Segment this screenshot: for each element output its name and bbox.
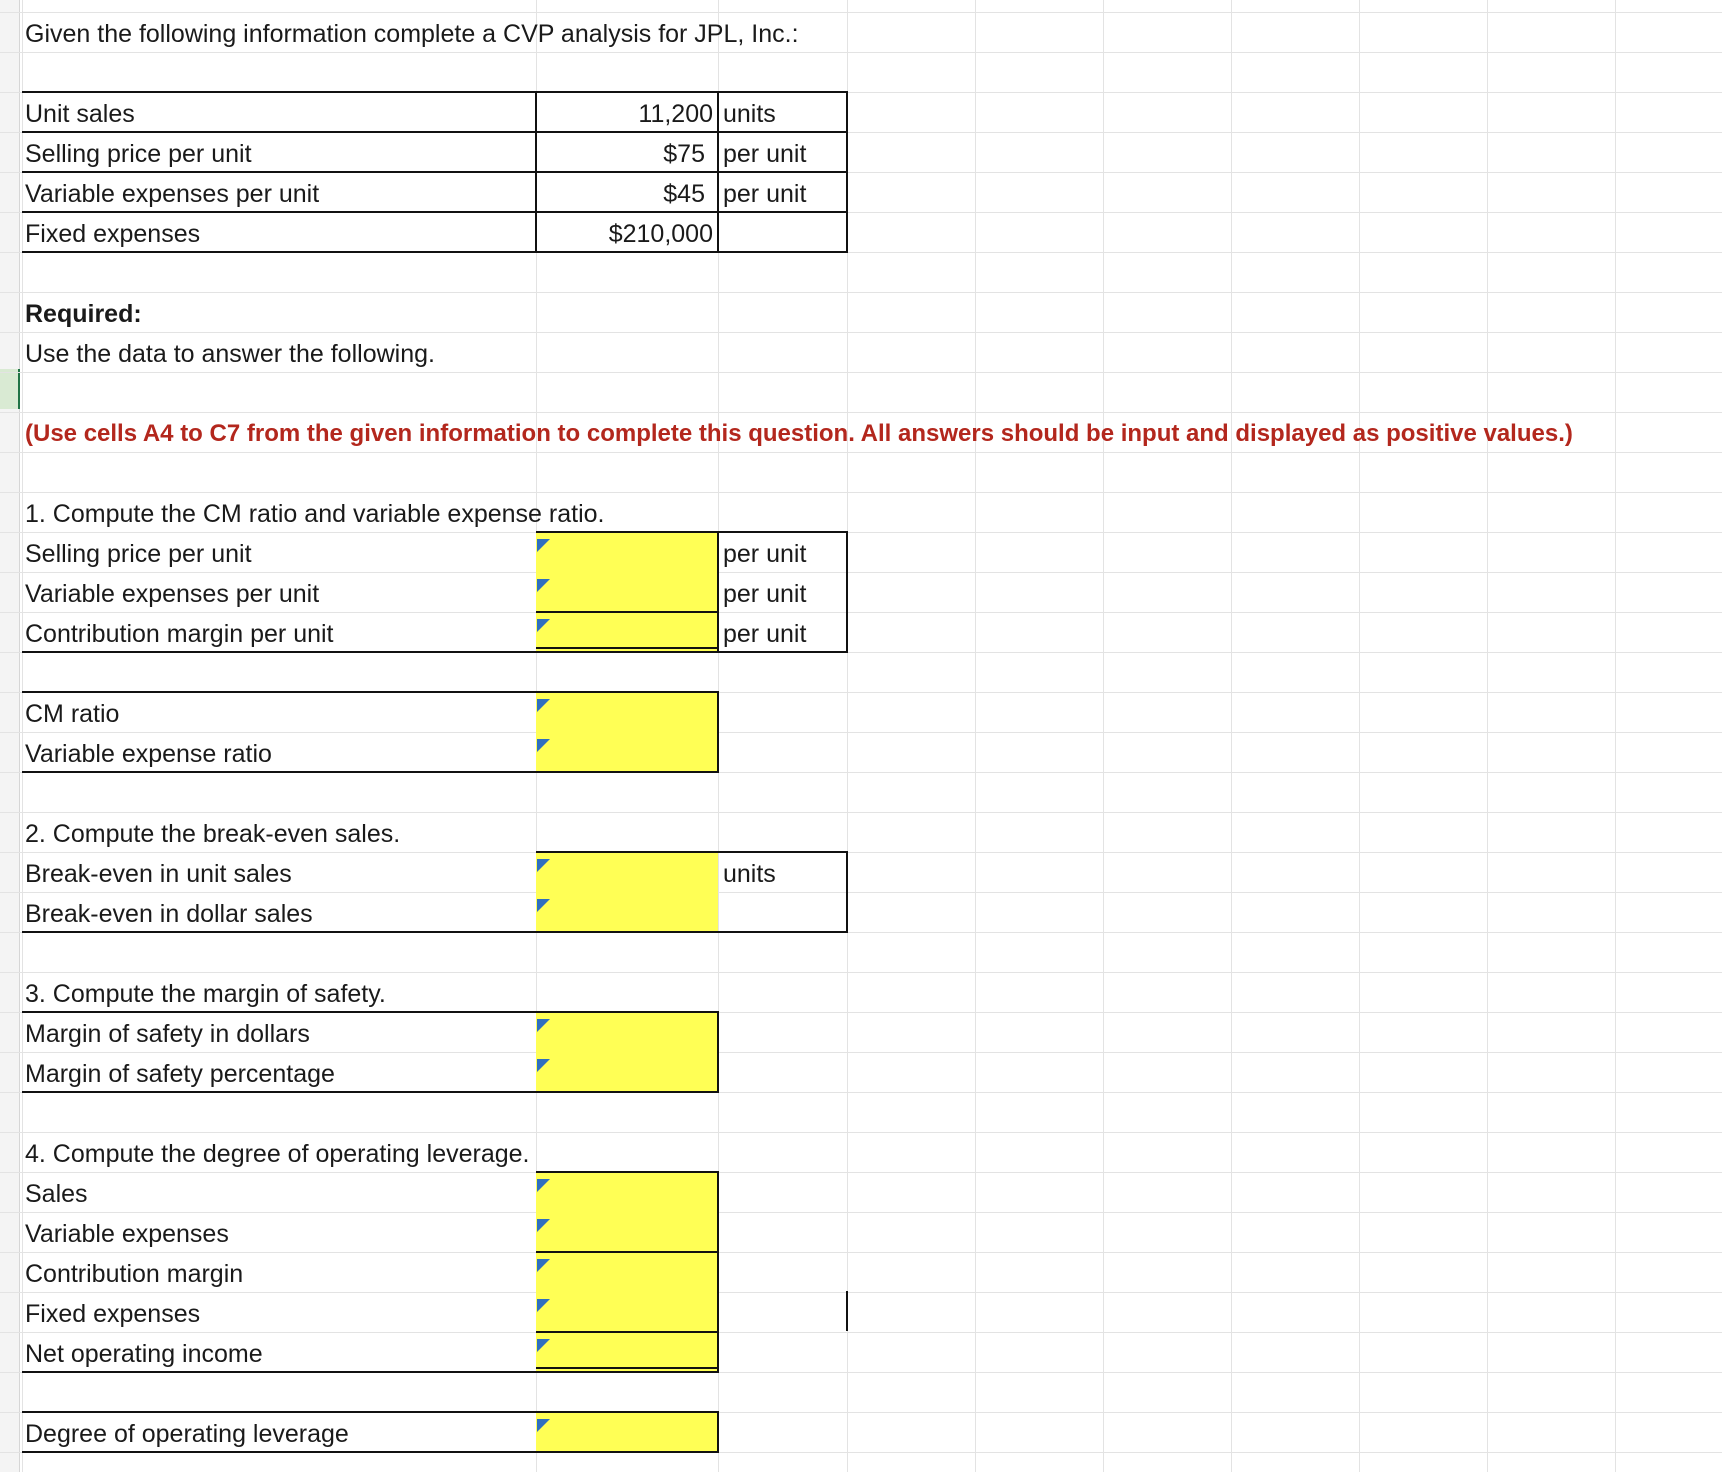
comment-marker-icon: [537, 1019, 550, 1032]
q3-heading: 3. Compute the margin of safety.: [25, 980, 386, 1008]
comment-marker-icon: [537, 579, 550, 592]
given-table-border: [22, 211, 848, 213]
given-table-border: [22, 91, 848, 93]
gridline-horizontal: [0, 1132, 1722, 1133]
q1-variable-unit: per unit: [723, 580, 807, 608]
page-title: Given the following information complete a CVP analysis for JPL, Inc.:: [25, 20, 799, 48]
unit-sales-cell[interactable]: 11,200: [638, 100, 713, 128]
gridline-horizontal: [0, 492, 1722, 493]
q1-border: [536, 647, 718, 649]
comment-marker-icon: [537, 1219, 550, 1232]
given-table-border: [22, 131, 848, 133]
ratio-border: [717, 691, 719, 773]
q4-border: [717, 1171, 719, 1373]
gridline-horizontal: [0, 412, 1722, 413]
unit-sales-label: Unit sales: [25, 100, 135, 128]
dol-border: [22, 1451, 718, 1453]
q1-border: [22, 651, 848, 653]
selling-price-label: Selling price per unit: [25, 140, 252, 168]
fixed-expenses-label: Fixed expenses: [25, 220, 201, 248]
selling-price-cell[interactable]: $75: [663, 140, 705, 168]
gridline-horizontal: [0, 1212, 1722, 1213]
ratio-input-cells[interactable]: [536, 693, 718, 773]
q1-border: [536, 531, 848, 533]
comment-marker-icon: [537, 699, 550, 712]
q4-fixed-label: Fixed expenses: [25, 1300, 201, 1328]
selling-price-unit: per unit: [723, 140, 807, 168]
dol-border: [22, 1411, 718, 1413]
gridline-horizontal: [0, 292, 1722, 293]
q4-border: [536, 1331, 718, 1333]
mos-dollars-label: Margin of safety in dollars: [25, 1020, 310, 1048]
given-table-border: [717, 91, 719, 253]
given-table-border: [535, 91, 537, 253]
q3-border: [717, 1011, 719, 1093]
q1-heading: 1. Compute the CM ratio and variable expense ratio.: [25, 500, 605, 528]
q3-input-cells[interactable]: [536, 1013, 718, 1093]
q4-border: [536, 1171, 718, 1173]
comment-marker-icon: [537, 899, 550, 912]
given-table-border: [22, 171, 848, 173]
q1-variable-label: Variable expenses per unit: [25, 580, 320, 608]
q1-cm-unit: per unit: [723, 620, 807, 648]
required-heading: Required:: [25, 300, 142, 328]
break-even-units-label: Break-even in unit sales: [25, 860, 292, 888]
gridline-horizontal: [0, 972, 1722, 973]
gridline-horizontal: [0, 732, 1722, 733]
comment-marker-icon: [537, 1259, 550, 1272]
ratio-border: [22, 771, 718, 773]
q4-cm-label: Contribution margin: [25, 1260, 244, 1288]
comment-marker-icon: [537, 739, 550, 752]
variable-expense-label: Variable expenses per unit: [25, 180, 320, 208]
q1-selling-price-unit: per unit: [723, 540, 807, 568]
q4-border: [22, 1371, 718, 1373]
q2-input-cells[interactable]: [536, 853, 718, 933]
dol-border: [717, 1411, 719, 1453]
comment-marker-icon: [537, 1179, 550, 1192]
comment-marker-icon: [537, 1419, 550, 1432]
instructions-note: (Use cells A4 to C7 from the given information to complete this question. All answers should be input and displayed as positive values.): [25, 420, 1573, 447]
q1-input-cells[interactable]: [536, 533, 718, 653]
q4-heading: 4. Compute the degree of operating leverage.: [25, 1140, 530, 1168]
q4-variable-label: Variable expenses: [25, 1220, 229, 1248]
q1-cm-label: Contribution margin per unit: [25, 620, 334, 648]
gridline-horizontal: [0, 1252, 1722, 1253]
q4-noi-label: Net operating income: [25, 1340, 263, 1368]
q1-border: [846, 531, 848, 653]
q1-selling-price-label: Selling price per unit: [25, 540, 252, 568]
given-table-border: [22, 251, 848, 253]
dol-label: Degree of operating leverage: [25, 1420, 349, 1448]
q4-input-cells[interactable]: [536, 1173, 718, 1373]
q2-border: [846, 851, 848, 933]
dol-input-cell[interactable]: [536, 1413, 718, 1453]
gridline-horizontal: [0, 1332, 1722, 1333]
comment-marker-icon: [537, 859, 550, 872]
unit-sales-unit: units: [723, 100, 776, 128]
comment-marker-icon: [537, 1299, 550, 1312]
q2-border: [536, 851, 848, 853]
fixed-expenses-cell[interactable]: $210,000: [608, 220, 713, 248]
q4-border: [536, 1251, 718, 1253]
gridline-horizontal: [0, 572, 1722, 573]
variable-expense-unit: per unit: [723, 180, 807, 208]
required-text: Use the data to answer the following.: [25, 340, 435, 368]
comment-marker-icon: [537, 1339, 550, 1352]
q1-border: [717, 531, 719, 653]
given-table-border: [846, 91, 848, 253]
comment-marker-icon: [537, 539, 550, 552]
break-even-dollars-label: Break-even in dollar sales: [25, 900, 313, 928]
gridline-horizontal: [0, 812, 1722, 813]
q1-border: [536, 611, 718, 613]
break-even-units-unit: units: [723, 860, 776, 888]
ve-ratio-label: Variable expense ratio: [25, 740, 272, 768]
q2-border: [22, 931, 848, 933]
q3-border: [22, 1011, 718, 1013]
q3-border: [22, 1091, 718, 1093]
comment-marker-icon: [537, 1059, 550, 1072]
q4-border: [536, 1367, 718, 1369]
gridline-horizontal: [0, 1292, 1722, 1293]
gridline-horizontal: [0, 12, 1722, 13]
comment-marker-icon: [537, 619, 550, 632]
mos-pct-label: Margin of safety percentage: [25, 1060, 335, 1088]
q2-heading: 2. Compute the break-even sales.: [25, 820, 401, 848]
ratio-border: [22, 691, 718, 693]
q4-sales-label: Sales: [25, 1180, 88, 1208]
cm-ratio-label: CM ratio: [25, 700, 120, 728]
q4-border: [846, 1291, 848, 1331]
variable-expense-cell[interactable]: $45: [663, 180, 705, 208]
selected-row-indicator[interactable]: [0, 369, 20, 409]
gridline-horizontal: [0, 332, 1722, 333]
